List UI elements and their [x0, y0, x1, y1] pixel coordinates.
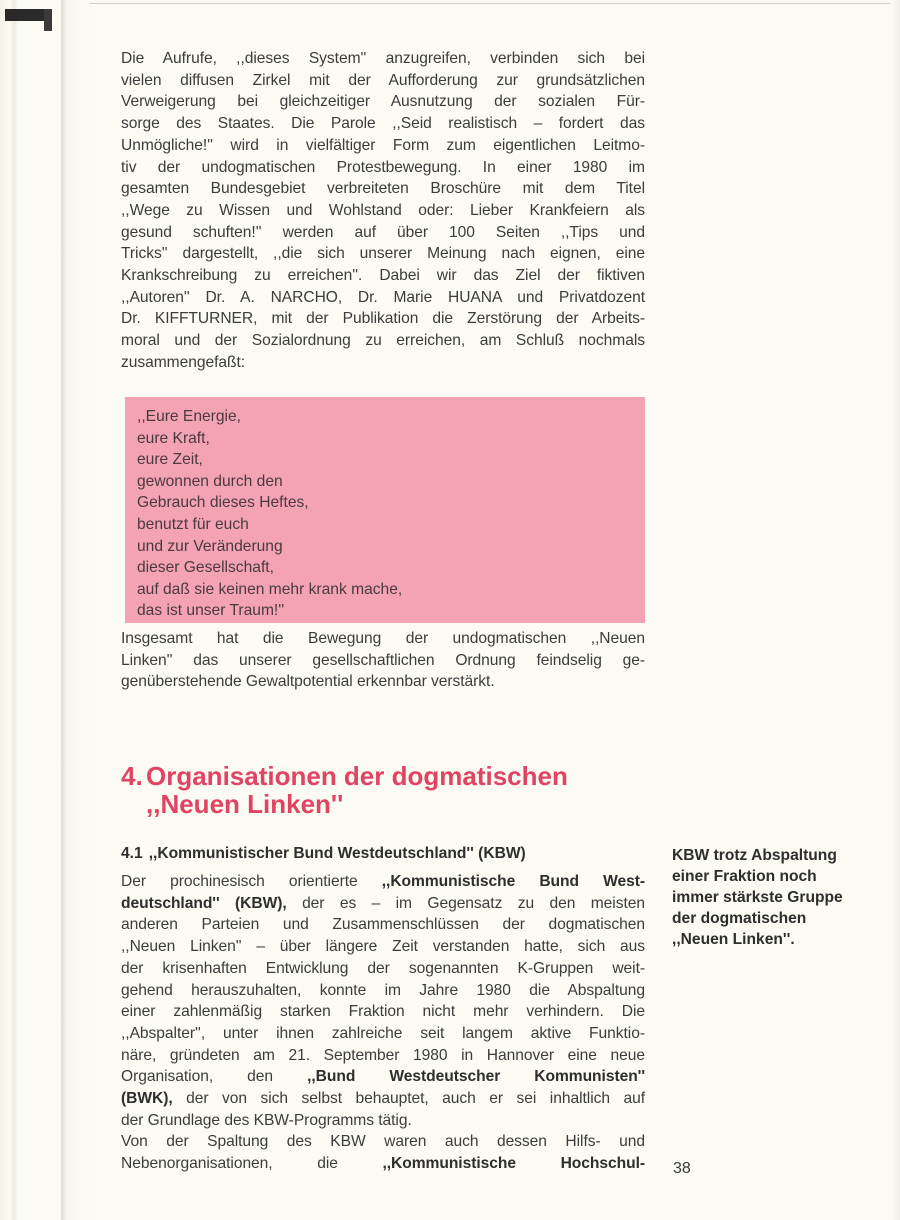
- text-line: [121, 871, 645, 893]
- bold-term: deutschland'' (KBW),: [121, 894, 287, 912]
- bold-term: ,,Kommunistische Bund West-: [381, 873, 645, 890]
- text-line: Von der Spaltung des KBW waren auch dessen Hilfs- und: [121, 1133, 645, 1151]
- paragraph-summary: [121, 628, 645, 693]
- quote-line: eure Zeit,: [137, 451, 203, 469]
- quote-line: ,,Eure Energie,: [137, 408, 242, 425]
- margin-note-line: einer Fraktion noch: [672, 868, 817, 885]
- text-line: Dr. KIFFTURNER, mit der Publikation die Zerstörung der Arbeits-: [121, 310, 645, 328]
- text-line: Verweigerung bei gleichzeitiger Ausnutzung der sozialen Für-: [121, 93, 645, 111]
- text-line: näre, gründeten am 21. September 1980 in Hannover eine neue: [121, 1046, 645, 1064]
- page-top-edge: [90, 3, 890, 4]
- text-line: sorge des Staates. Die Parole ,,Seid realistisch – fordert das: [121, 115, 645, 133]
- margin-note: [672, 845, 887, 950]
- section-number: 4.: [121, 761, 143, 791]
- text-line: genüberstehende Gewaltpotential erkennbar verstärkt.: [121, 673, 495, 691]
- text-line: [121, 1066, 645, 1088]
- text-line: Krankschreibung zu erreichen''. Dabei wir das Ziel der fiktiven: [121, 267, 645, 285]
- text-line: der Grundlage des KBW-Programms tätig.: [121, 1111, 412, 1129]
- text-line: gesamten Bundesgebiet verbreiteten Broschüre mit dem Titel: [121, 180, 645, 198]
- margin-note-line: ,,Neuen Linken''.: [672, 931, 795, 948]
- text-line: Insgesamt hat die Bewegung der undogmatischen ,,Neuen: [121, 630, 645, 647]
- quote-line: gewonnen durch den: [137, 472, 283, 490]
- text-line: zusammengefaßt:: [121, 353, 246, 371]
- bold-term: ,,Bund Westdeutscher Kommunisten'': [307, 1068, 645, 1086]
- text-line: moral und der Sozialordnung zu erreichen, am Schluß nochmals: [121, 332, 645, 350]
- text-line: ,,Wege zu Wissen und Wohlstand oder: Lieber Krankfeiern als: [121, 201, 645, 219]
- margin-note-line: der dogmatischen: [672, 910, 807, 927]
- paragraph-intro: [121, 48, 645, 374]
- text-line: vielen diffusen Zirkel mit der Aufforderung zur grundsätzlichen: [121, 71, 645, 89]
- section-title-line1: Organisationen der dogmatischen: [146, 761, 568, 791]
- bold-term: ,,Kommunistische Hochschul-: [382, 1155, 645, 1173]
- text-run: der es – im Gegensatz zu den meisten: [286, 894, 645, 912]
- text-line: ,,Autoren'' Dr. A. NARCHO, Dr. Marie HUANA und Privatdozent: [121, 288, 645, 306]
- text-run: Nebenorganisationen, die: [121, 1155, 383, 1173]
- text-line: ,,Neuen Linken'' – über längere Zeit verstanden hatte, sich aus: [121, 938, 645, 956]
- quote-line: dieser Gesellschaft,: [137, 559, 274, 577]
- paragraph-kbw: [121, 871, 645, 1175]
- text-line: Unmögliche!'' wird in vielfältiger Form zum eigentlichen Leitmo-: [121, 136, 645, 154]
- text-line: gehend herauszuhalten, konnte im Jahre 1980 die Abspaltung: [121, 981, 645, 999]
- quote-line: und zur Veränderung: [137, 537, 283, 555]
- section-title-line2: ,,Neuen Linken'': [146, 789, 344, 819]
- page-binding-edge: [0, 0, 95, 1220]
- page-number: 38: [673, 1160, 691, 1177]
- quote-line: auf daß sie keinen mehr krank mache,: [137, 580, 403, 598]
- quote-line: das ist unser Traum!'': [137, 602, 285, 620]
- text-line: Tricks'' dargestellt, ,,die sich unserer Meinung nach eignen, eine: [121, 245, 645, 263]
- text-line: Die Aufrufe, ,,dieses System'' anzugreifen, verbinden sich bei: [121, 50, 645, 67]
- quote-line: Gebrauch dieses Heftes,: [137, 494, 309, 512]
- margin-note-line: immer stärkste Gruppe: [672, 889, 843, 906]
- bold-term: (BWK),: [121, 1090, 173, 1108]
- subsection-heading: [121, 845, 526, 863]
- quote-line: benutzt für euch: [137, 515, 249, 533]
- section-heading: [121, 762, 568, 818]
- binding-tab-mark-2: [44, 9, 52, 31]
- text-line: [121, 1088, 645, 1110]
- text-line: gesund schuften!'' werden auf über 100 Seiten ,,Tips und: [121, 223, 645, 241]
- subsection-number: 4.1: [121, 845, 143, 862]
- text-line: der krisenhaften Entwicklung der sogenannten K-Gruppen weit-: [121, 959, 645, 977]
- text-line: tiv der undogmatischen Protestbewegung. In einer 1980 im: [121, 158, 645, 176]
- page-right-edge: [892, 0, 900, 1220]
- quote-box: [125, 397, 645, 623]
- text-line: anderen Parteien und Zusammenschlüssen der dogmatischen: [121, 916, 645, 934]
- text-line: Linken'' das unserer gesellschaftlichen Ordnung feindselig ge-: [121, 651, 645, 669]
- text-run: Organisation, den: [121, 1068, 308, 1086]
- subsection-title: ,,Kommunistischer Bund Westdeutschland'' (KBW): [148, 845, 526, 862]
- text-line: einer zahlenmäßig starken Fraktion nicht mehr verhindern. Die: [121, 1003, 645, 1021]
- text-run: der von sich selbst behauptet, auch er sei inhaltlich auf: [172, 1090, 645, 1108]
- text-line: [121, 1153, 645, 1175]
- text-line: ,,Abspalter'', unter ihnen zahlreiche seit langem aktive Funktio-: [121, 1024, 645, 1042]
- margin-note-line: KBW trotz Abspaltung: [672, 847, 837, 864]
- text-run: Der prochinesisch orientierte: [121, 873, 382, 890]
- text-line: [121, 893, 645, 915]
- quote-line: eure Kraft,: [137, 429, 210, 447]
